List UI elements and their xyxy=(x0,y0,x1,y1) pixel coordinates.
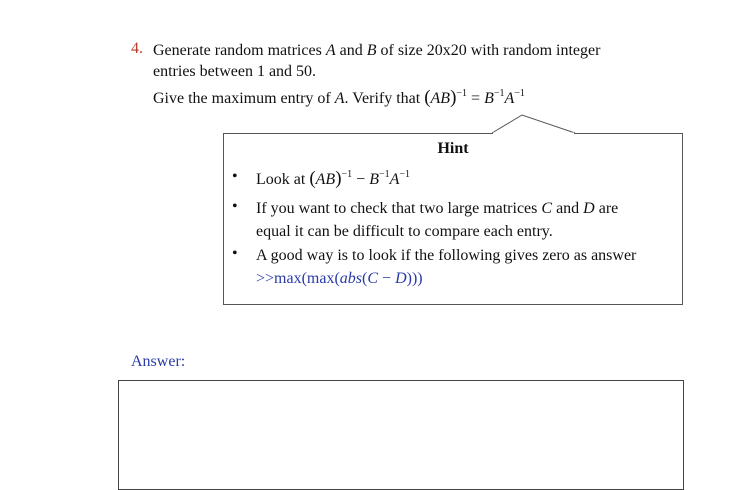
question-line-3: Give the maximum entry of A. Verify that $(AB)^{-1} = B^{-1}A^{-1}$ xyxy=(153,87,525,108)
hint-title: Hint xyxy=(437,140,469,157)
difference-formula: $(AB)^{-1} - B^{-1}A^{-1}$ xyxy=(309,168,411,189)
bullet-dot: • xyxy=(232,198,238,215)
hint-bullet-2-line-2: equal it can be difficult to compare each entry. xyxy=(256,223,553,240)
hint-bullet-3-line-1: A good way is to look if the following gives zero as answer xyxy=(256,247,637,264)
bullet-dot: • xyxy=(232,245,238,262)
question-line-1: Generate random matrices A and B of size 20x20 with random integer xyxy=(153,42,601,59)
matlab-command: >>max(max(abs(C − D))) xyxy=(256,270,423,287)
question-line-2: entries between 1 and 50. xyxy=(153,63,317,80)
inverse-identity-formula: $(AB)^{-1} = B^{-1}A^{-1}$ xyxy=(424,87,525,108)
hint-bullet-3 xyxy=(256,244,636,290)
hint-bullet-2 xyxy=(256,197,618,243)
hint-bullet-2-line-1: If you want to check that two large matrices C and D are xyxy=(256,200,619,217)
hint-bullet-1: Look at $(AB)^{-1} - B^{-1}A^{-1}$ xyxy=(256,168,411,189)
answer-label: Answer: xyxy=(131,353,186,370)
question-number: 4. xyxy=(131,40,143,57)
bullet-dot: • xyxy=(232,168,238,185)
